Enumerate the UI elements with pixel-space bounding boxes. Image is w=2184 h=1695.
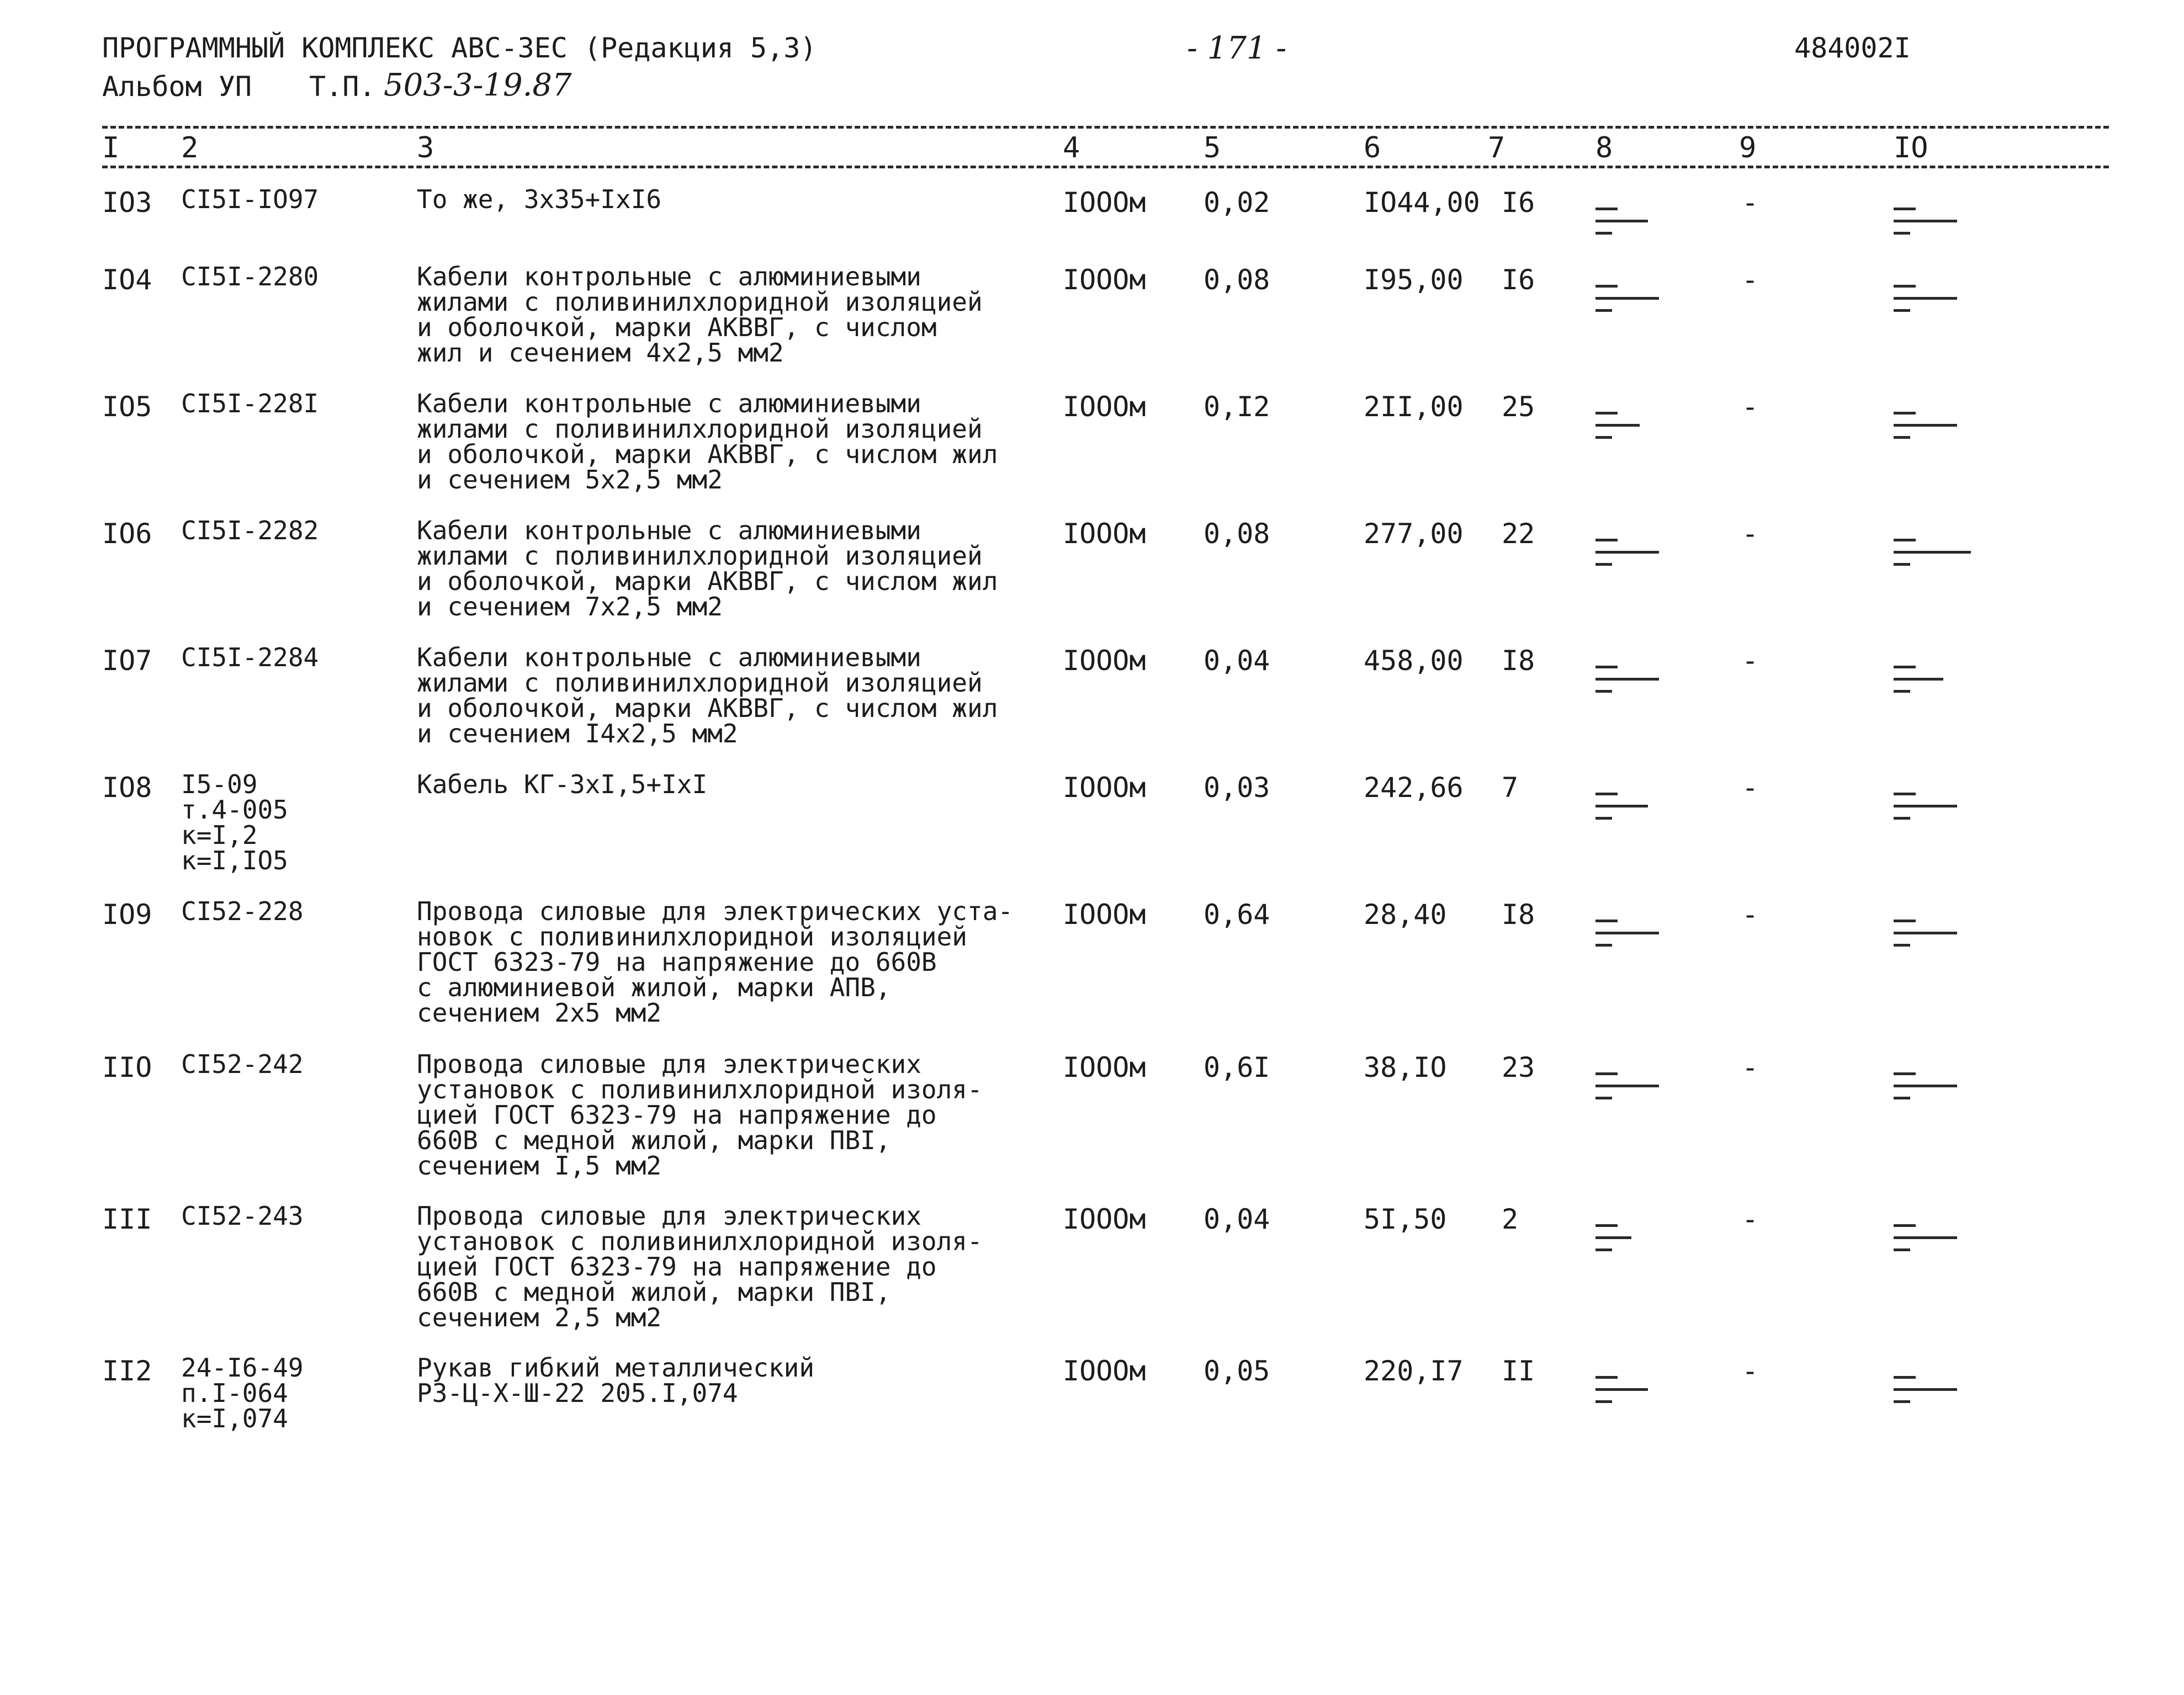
quantity: 0,04	[1204, 1203, 1270, 1235]
doc-code: 484002I	[1794, 32, 1911, 64]
price-code: CI52-243	[181, 1201, 304, 1231]
col7-value: 25	[1502, 391, 1535, 423]
ditto-mark	[1595, 788, 1656, 827]
column-number: 3	[417, 131, 434, 164]
row-number: II2	[102, 1355, 152, 1387]
row-number: IO6	[102, 518, 152, 550]
program-title: ПРОГРАММНЫЙ КОМПЛЕКС АВС-ЗЕС (Редакция 5,3)	[102, 32, 817, 64]
unit-price: 5I,50	[1364, 1203, 1447, 1235]
ditto-mark	[1595, 407, 1656, 446]
column-number: 9	[1739, 131, 1757, 164]
ditto-mark	[1894, 788, 1954, 827]
unit-price: 242,66	[1364, 772, 1464, 804]
row-number: IIO	[102, 1051, 152, 1083]
item-description: Кабели контрольные с алюминиевыми жилами с поливинилхлоридной изоляцией и оболочкой, марки АКВВГ, с числом жил и сечением 5х2,5 мм2	[417, 389, 998, 495]
quantity: 0,04	[1204, 645, 1270, 677]
quantity: 0,6I	[1204, 1051, 1270, 1083]
unit-price: 277,00	[1364, 518, 1464, 550]
column-number: I	[102, 131, 120, 164]
quantity: 0,05	[1204, 1355, 1270, 1387]
col9-value: -	[1742, 1051, 1759, 1083]
col7-value: 22	[1502, 518, 1535, 550]
ditto-mark	[1595, 1220, 1656, 1258]
unit-price: 28,40	[1364, 899, 1447, 931]
item-description: Кабели контрольные с алюминиевыми жилами с поливинилхлоридной изоляцией и оболочкой, марки АКВВГ, с числом жил и сечением 7х2,5 мм2	[417, 516, 998, 621]
ditto-mark	[1894, 203, 1954, 242]
ditto-mark	[1894, 1220, 1954, 1258]
unit: IOOOм	[1063, 264, 1146, 296]
col9-value: -	[1742, 1203, 1759, 1235]
item-description: Кабели контрольные с алюминиевыми жилами с поливинилхлоридной изоляцией и оболочкой, марки АКВВГ, с числом жил и сечением 4х2,5 мм2	[417, 262, 983, 368]
unit: IOOOм	[1063, 518, 1146, 550]
unit: IOOOм	[1063, 187, 1146, 219]
col7-value: I8	[1502, 899, 1535, 931]
album-label: Альбом УП	[102, 71, 252, 103]
quantity: 0,I2	[1204, 391, 1270, 423]
unit: IOOOм	[1063, 391, 1146, 423]
quantity: 0,08	[1204, 518, 1270, 550]
ditto-mark	[1894, 407, 1954, 446]
unit-price: IO44,00	[1364, 187, 1480, 219]
ditto-mark	[1595, 1372, 1656, 1410]
ditto-mark	[1894, 1068, 1954, 1107]
row-number: IO7	[102, 645, 152, 677]
quantity: 0,02	[1204, 187, 1270, 219]
ditto-mark	[1894, 915, 1954, 954]
price-code: CI5I-2282	[181, 516, 319, 545]
col9-value: -	[1742, 1355, 1759, 1387]
unit: IOOOм	[1063, 1355, 1146, 1387]
row-number: IO8	[102, 772, 152, 804]
ditto-mark	[1894, 280, 1954, 319]
item-description: Провода силовые для электрических установок с поливинилхлоридной изоля- цией ГОСТ 6323-79 на напряжение до 660В с медной жилой, марки ПВI, сечением I,5 мм2	[417, 1049, 983, 1181]
col7-value: I8	[1502, 645, 1535, 677]
header-divider-bottom	[102, 166, 2109, 168]
unit: IOOOм	[1063, 645, 1146, 677]
column-number: IO	[1894, 131, 1928, 164]
col9-value: -	[1742, 645, 1759, 677]
page-number: - 171 -	[1187, 30, 1287, 66]
tp-label: Т.П.	[309, 71, 376, 103]
price-code: CI5I-2284	[181, 642, 319, 672]
quantity: 0,64	[1204, 899, 1270, 931]
col7-value: II	[1502, 1355, 1535, 1387]
col7-value: I6	[1502, 264, 1535, 296]
header-divider-top	[102, 126, 2109, 129]
col7-value: 7	[1502, 772, 1519, 804]
item-description: Кабели контрольные с алюминиевыми жилами с поливинилхлоридной изоляцией и оболочкой, марки АКВВГ, с числом жил и сечением I4х2,5 мм2	[417, 642, 998, 748]
col9-value: -	[1742, 187, 1759, 219]
quantity: 0,03	[1204, 772, 1270, 804]
column-number: 8	[1595, 131, 1613, 164]
unit: IOOOм	[1063, 772, 1146, 804]
ditto-mark	[1595, 661, 1656, 700]
unit-price: I95,00	[1364, 264, 1464, 296]
price-code: CI5I-IO97	[181, 184, 319, 214]
column-number: 2	[181, 131, 199, 164]
ditto-mark	[1894, 534, 1954, 573]
ditto-mark	[1595, 915, 1656, 954]
quantity: 0,08	[1204, 264, 1270, 296]
item-description: То же, 3х35+IхI6	[417, 184, 662, 214]
column-number: 6	[1364, 131, 1381, 164]
item-description: Кабель КГ-3хI,5+IхI	[417, 769, 708, 799]
price-code: CI5I-228I	[181, 389, 319, 418]
price-code: 24-I6-49 п.I-064 к=I,074	[181, 1353, 304, 1433]
ditto-mark	[1595, 1068, 1656, 1107]
col9-value: -	[1742, 391, 1759, 423]
item-description: Провода силовые для электрических установок с поливинилхлоридной изоля- цией ГОСТ 6323-79 на напряжение до 660В с медной жилой, марки ПВI, сечением 2,5 мм2	[417, 1201, 983, 1332]
unit-price: 2II,00	[1364, 391, 1464, 423]
item-description: Провода силовые для электрических уста- новок с поливинилхлоридной изоляцией ГОСТ 6323-79 на напряжение до 660В с алюминиевой жилой, марки АПВ, сечением 2х5 мм2	[417, 896, 1014, 1028]
col9-value: -	[1742, 518, 1759, 550]
ditto-mark	[1894, 1372, 1954, 1410]
price-code: CI5I-2280	[181, 262, 319, 291]
col9-value: -	[1742, 899, 1759, 931]
ditto-mark	[1595, 280, 1656, 319]
tp-number: 503-3-19.87	[384, 67, 572, 103]
price-code: CI52-242	[181, 1049, 304, 1079]
item-description: Рукав гибкий металлический РЗ-Ц-Х-Ш-22 205.I,074	[417, 1353, 815, 1408]
unit-price: 38,IO	[1364, 1051, 1447, 1083]
col7-value: 23	[1502, 1051, 1535, 1083]
row-number: III	[102, 1203, 152, 1235]
unit-price: 220,I7	[1364, 1355, 1464, 1387]
ditto-mark	[1894, 661, 1954, 700]
col7-value: I6	[1502, 187, 1535, 219]
unit: IOOOм	[1063, 899, 1146, 931]
row-number: IO5	[102, 391, 152, 423]
price-code: CI52-228	[181, 896, 304, 926]
unit: IOOOм	[1063, 1051, 1146, 1083]
col7-value: 2	[1502, 1203, 1519, 1235]
ditto-mark	[1595, 534, 1656, 573]
price-code: I5-09 т.4-005 к=I,2 к=I,IO5	[181, 769, 288, 875]
col9-value: -	[1742, 772, 1759, 804]
row-number: IO9	[102, 899, 152, 931]
column-number: 4	[1063, 131, 1080, 164]
column-number: 7	[1488, 131, 1506, 164]
column-number: 5	[1204, 131, 1221, 164]
unit-price: 458,00	[1364, 645, 1464, 677]
ditto-mark	[1595, 203, 1656, 242]
row-number: IO3	[102, 187, 152, 219]
col9-value: -	[1742, 264, 1759, 296]
row-number: IO4	[102, 264, 152, 296]
unit: IOOOм	[1063, 1203, 1146, 1235]
